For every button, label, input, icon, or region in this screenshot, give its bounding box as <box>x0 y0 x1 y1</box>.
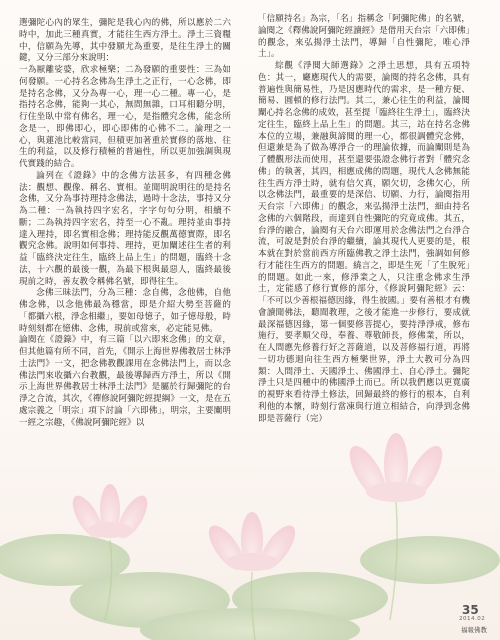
page-number: 35 <box>462 603 479 617</box>
publication-name: 福報佛教 <box>461 626 487 634</box>
issue-date: 2014.02 <box>459 616 486 622</box>
article-column-left <box>19 18 231 429</box>
paragraph: 「信願持名」為宗，「名」指稱念「阿彌陀佛」的名號，論閱之《釋佛說阿彌陀經讀經》是借用天台宗「六即佛」的觀念，來弘揚淨土法門，導歸「自性彌陀，唯心淨土」。 <box>258 14 470 60</box>
paragraph: 論閱在《證錄》中，有三篇「以六即來念佛」的文章，但其他篇有所不同，首先，《開示上海世界佛教居士林淨土法門》一文，把念佛教觀課用在念佛法門上，而以念佛法門來收攝六台教觀，最後導歸西方淨土，所以《開示上海世界佛教居士林淨土法門》是屬於行歸彌陀的台淨之合流，其次，《禪修說阿彌陀經提綱》一文，是在五處宗義之「明宗」項下討論「六即佛」，明宗，主要闡明一經之宗趣，《佛說阿彌陀經》以 <box>19 335 231 428</box>
paragraph: 念佛三昧法門，分為三種：念自佛，念他佛，自他佛念佛，以念他佛最為穩當，即是介紹大勢至菩薩的「都攝六根，淨念相繼」，要如母憶子，如子憶母般，時時刻刻都在憶佛、念佛，現前或當來，必定能見佛。 <box>19 288 231 334</box>
paragraph: 綜觀《淨閱大師選錄》之淨土思想，具有五項特色：其一，廳應現代人的需要，論閱的持名念佛，具有普遍性與簡易性，乃是因應時代的需求，是一種方便、簡易、圓頓的修行法門。其二，兼心往生的利益，論閱闡心持名念佛的成效，甚至提「臨終往生淨土」，臨終決定往生，臨終上品上生」的問題。其三，站在持名念佛本位的立場，兼融與諦閱的理一心，都很調體究念佛，但還兼是為了做為導淨合一的理論依據，而論闡則是為了體觀形法而使用，甚至還要張證念佛行者對「體究念佛」的執著，其四，相應成佛的問題，現代人念佛無能往生西方淨土時，就有信欠真，願欠切，念佛欠心，所以念佛法門，最重要的是深信、切願、力行，論閱指用天台宗「六即佛」的觀念，來弘揚淨土法門，細由持名念佛的六個階段，而達到自性彌陀的究竟成佛。其五，台淨的融合，論閱有天台六即運用於念佛法門之台淨合流，可說是對於台淨的繼續，論其現代人更要的是，根本就在對於當前西方所臨佛教之淨土法門，強調如何修行才能往生西方的問題。繞言之，即是生死「了生脫死」的問題。如此一來，修淨業之人，只注重念佛求生淨土，定能感了修行實修的部分，《修說阿彌陀經》云：「不可以少善根福德因緣，得生彼國。」要有善根才有機會讀聞佛法，聽聞教理，之後才能進一步修行，要成就最深福德因緣，第一個要修菩提心，要持淨淨戒，修布施行，要孝順父母，奉養、尊敬師長，修佛業，所以，在人間應先修養行好之菩薩道，以及菩修福行道，再將一切功德迴向往生西方極樂世界，淨土大教可分為四類：人間淨土、天國淨土、佛國淨土、自心淨土。彌陀淨土只是四種中的佛國淨土而已。所以我們應以更寬廣的視野來看待淨土修法，回歸最終的修行的根本，自利利他的本懷，時刻行當凍與行道立相結合，向淨到念佛即是菩薩行（完） <box>258 61 470 424</box>
paragraph: 選彌陀心內的眾生，彌陀是我心內的佛，所以應於二六時中，加此三種真實，才能往生西方淨土。淨土三資糧中，信願為先導，其中發願尤為重要，是往生淨土的關鍵，又分三部分來說明： <box>19 18 231 64</box>
article-column-right <box>258 14 470 425</box>
paragraph: 論列在《證錄》中的念佛方法甚多，有四種念佛法：觀想、觀像、稱名、實相。並聞明說明往的是持名念佛，又分為事持理持念佛法，過時十念法，事持又分為二種：一為執持四字宏名，字字句句分明，相續不斷；二為執持四字宏名，持至一心不亂。理持並由事持達入理持，即名實相念佛；理持能反觀萬德實際，即名觀究念佛。說明如何事持、理持，更加闡述往生者的利益「臨終決定往生，臨終上品上生」的問題，臨終十念法，十六觀的最後一觀，為最下根與最惡人，臨終最後現前之時，善友教令稱佛名號，即得往生。 <box>19 170 231 287</box>
paragraph: 一為厭離娑婆，欣求極樂；二為發願的重要性：三為如何發願。一心持名念佛為生淨土之正行，一心念佛，即是持名念佛，又分為專一心，理一心二種。專一心，是指持名念佛，能夠一其心，無間無雜，口耳相聽分明，行住坐臥中常有佛名，理一心，是指體究念佛，能念所念是一，即佛即心，即心即佛的心佛不二。論理之一心，與蓮池比較當同，但積更加著重於實修的落地、往生的利益，以及修行積極的普遍性，所以更加強調與現代實踐的結合。 <box>19 65 231 169</box>
